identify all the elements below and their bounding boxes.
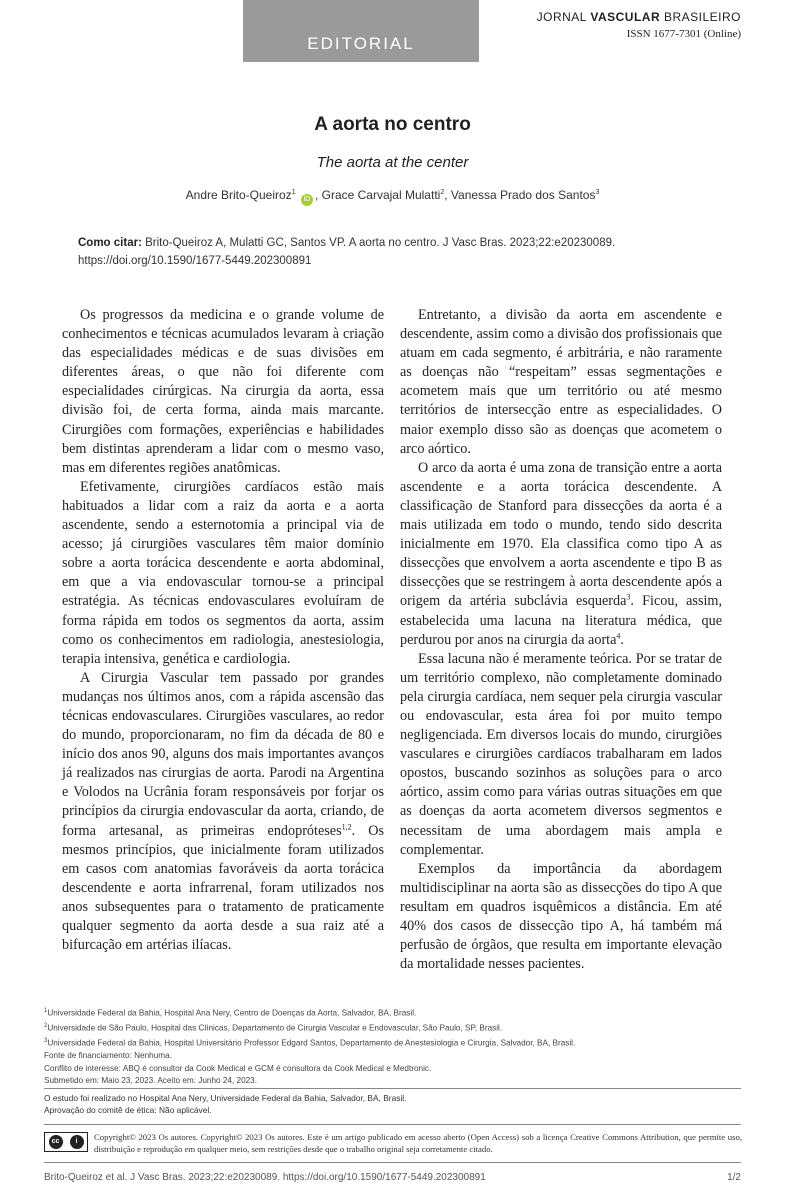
journal-name-bold: VASCULAR bbox=[590, 10, 661, 24]
page-number: 1/2 bbox=[727, 1172, 741, 1183]
citation-text[interactable]: Brito-Queiroz A, Mulatti GC, Santos VP. A aorta no centro. J Vasc Bras. 2023;22:e20230089. https://doi.org/10.1590/1677-5449.202300891 bbox=[78, 237, 616, 267]
funding-note: Fonte de financiamento: Nenhuma. bbox=[44, 1051, 172, 1061]
paragraph: Efetivamente, cirurgiões cardíacos estão mais habituados a lidar com a raiz da aorta e a aorta ascendente, sendo a esternotomia a principal via de acesso; já cirurgiões vasculares têm maior domínio sobre a aorta torácica descendente e aorta abdominal, em que a via endovascular tornou-se a principal estratégia. As técnicas endovasculares evoluíram de forma rápida em todos os segmentos da aorta, assim como os conhecimentos em radiologia, anestesiologia, terapia intensiva, genética e cardiologia. bbox=[62, 478, 384, 667]
author-name: Andre Brito-Queiroz bbox=[185, 188, 292, 202]
article-subtitle: The aorta at the center bbox=[316, 154, 469, 171]
affiliation: $^3$Universidade Federal da Bahia, Hospital Universitário Professor Edgard Santos, Departamento de Anestesiologia e Cirurgia, Salvador, BA, Brasil. bbox=[44, 1038, 576, 1049]
journal-name bbox=[537, 10, 741, 24]
author-name: Vanessa Prado dos Santos bbox=[450, 188, 596, 202]
author-list: Andre Brito-Queiroz$^1$ iD , Grace Carvajal Mulatti$^2$, Vanessa Prado dos Santos$^3$ bbox=[0, 188, 785, 206]
footnotes bbox=[44, 1005, 744, 1088]
citation-label: Como citar: bbox=[78, 237, 142, 249]
reference-citation[interactable]: 1,2 bbox=[341, 821, 352, 831]
divider bbox=[44, 1124, 741, 1125]
paragraph: Exemplos da importância da abordagem multidisciplinar na aorta são as dissecções do tipo A que resultam em quadros isquêmicos a distância. Em até 40% dos casos de dissecção tipo A, há também má perfusão de órgãos, que resulta em importante elevação da mortalidade nesses pacientes. bbox=[400, 860, 722, 973]
study-notes bbox=[44, 1092, 744, 1117]
cc-icon: cc bbox=[49, 1135, 63, 1149]
journal-name-suffix: BRASILEIRO bbox=[660, 10, 741, 24]
conflict-note: Conflito de interesse: ABQ é consultor da Cook Medical e GCM é consultora da Cook Medical e Medtronic. bbox=[44, 1063, 432, 1073]
reference-citation[interactable]: 4 bbox=[616, 630, 621, 640]
dates-note: Submetido em: Maio 23, 2023. Aceito em: Junho 24, 2023. bbox=[44, 1076, 258, 1086]
journal-name-prefix: JORNAL bbox=[536, 10, 591, 24]
affiliation: $^2$Universidade de São Paulo, Hospital das Clínicas, Departamento de Cirurgia Vascular e Endovascular, São Paulo, SP, Brasil. bbox=[44, 1023, 503, 1033]
affiliation-ref: 3 bbox=[595, 189, 600, 196]
paragraph: Entretanto, a divisão da aorta em ascendente e descendente, assim como a divisão dos profissionais que atuam em cada segmento, é arbitrária, e não raramente as doenças não “respeitam” essas segmentações e acometem mais que um território ou até mesmo territórios de intersecção entre as especialidades. O maior exemplo disso são as doenças que acometem o arco aórtico. bbox=[400, 307, 722, 457]
copyright-notice: Copyright© 2023 Os autores. Copyright© 2023 Os autores. Este é um artigo publicado em acesso aberto (Open Access) sob a licença Creative Commons Attribution, que permite uso, distribuição e reprodução em qualquer meio, sem restrições desde que o trabalho original seja corretamente citado. bbox=[94, 1132, 742, 1154]
how-to-cite bbox=[78, 234, 738, 270]
body-column-left bbox=[62, 306, 384, 955]
divider bbox=[44, 1088, 741, 1089]
orcid-icon[interactable]: iD bbox=[301, 194, 313, 206]
section-label: EDITORIAL bbox=[243, 0, 479, 62]
affiliation: $^1$Universidade Federal da Bahia, Hospital Ana Nery, Centro de Doenças da Aorta, Salvador, BA, Brasil. bbox=[44, 1008, 417, 1018]
affiliation-ref: 1 bbox=[291, 189, 296, 196]
paragraph: O arco da aorta é uma zona de transição entre a aorta ascendente e a aorta torácica descendente. A classificação de Stanford para dissecções da aorta é a mais utilizada em todo o mundo, tendo sido descrita inicialmente em 1970. Ela classifica como tipo A as dissecções que envolvem a aorta ascendente e tipo B as dissecções que se restringem à aorta descendente após a origem da artéria subclávia esquerda$^3$. Ficou, assim, estabelecida uma lacuna na literatura médica, que perdurou por anos na cirurgia da aorta$^4$. bbox=[400, 459, 723, 648]
body-column-right bbox=[400, 306, 722, 974]
issn: ISSN 1677-7301 (Online) bbox=[626, 28, 741, 40]
attribution-icon: i bbox=[70, 1135, 84, 1149]
divider bbox=[44, 1162, 741, 1163]
paragraph: Essa lacuna não é meramente teórica. Por se tratar de um território complexo, não completamente dominado pela cirurgia cardíaca, nem sequer pela cirurgia vascular ou endovascular, esta área foi por muito tempo negligenciada. Em diversos locais do mundo, cirurgiões vasculares e cirurgiões cardíacos trabalharam em lados opostos, buscando sozinhos as soluções para o arco aórtico, assim como para várias outras situações em que as doenças da aorta acometem diversos segmentos e necessitam de uma abordagem mais ampla e complementar. bbox=[400, 650, 722, 858]
ethics-note: Aprovação do comitê de ética: Não aplicável. bbox=[44, 1105, 212, 1116]
study-location: O estudo foi realizado no Hospital Ana Nery, Universidade Federal da Bahia, Salvador, BA, Brasil. bbox=[44, 1093, 407, 1103]
author-name: Grace Carvajal Mulatti bbox=[321, 188, 441, 202]
footer-citation: Brito-Queiroz et al. J Vasc Bras. 2023;22:e20230089. https://doi.org/10.1590/1677-5449.202300891 bbox=[44, 1172, 486, 1183]
paragraph: Os progressos da medicina e o grande volume de conhecimentos e técnicas acumulados levaram à criação das especialidades médicas e de suas divisões em diferentes áreas, o que não foi diferente com especialidades cirúrgicas. Na cirurgia da aorta, essa divisão foi, de certa forma, ainda mais marcante. Cirurgiões com formações, experiências e habilidades bem distintas aprenderam a lidar com o mesmo vaso, mas em diferentes regiões anatômicas. bbox=[62, 307, 384, 476]
cc-license-badge[interactable] bbox=[44, 1132, 88, 1152]
article-title: A aorta no centro bbox=[314, 114, 471, 135]
affiliation-ref: 2 bbox=[440, 189, 445, 196]
reference-citation[interactable]: 3 bbox=[626, 592, 631, 602]
paragraph: A Cirurgia Vascular tem passado por grandes mudanças nos últimos anos, com a rápida ascensão das técnicas endovasculares. Cirurgiões vasculares, ao redor do mundo, proporcionaram, no fim da década de 80 e início dos anos 90, alguns dos mais importantes avanços já realizados nas cirurgias de aorta. Parodi na Argentina e Volodos na Ucrânia foram responsáveis por forjar os princípios da cirurgia endovascular da aorta, criando, de forma artesanal, as primeiras endopróteses$^{1,2}$. Os mesmos princípios, que inicialmente foram utilizados em casos com anatomias favoráveis da aorta torácica descendente e aorta infrarrenal, foram utilizados nos anos subsequentes para o tratamento de praticamente qualquer segmento da aorta desde a sua raiz até a bifurcação em artérias ilíacas. bbox=[62, 669, 384, 954]
